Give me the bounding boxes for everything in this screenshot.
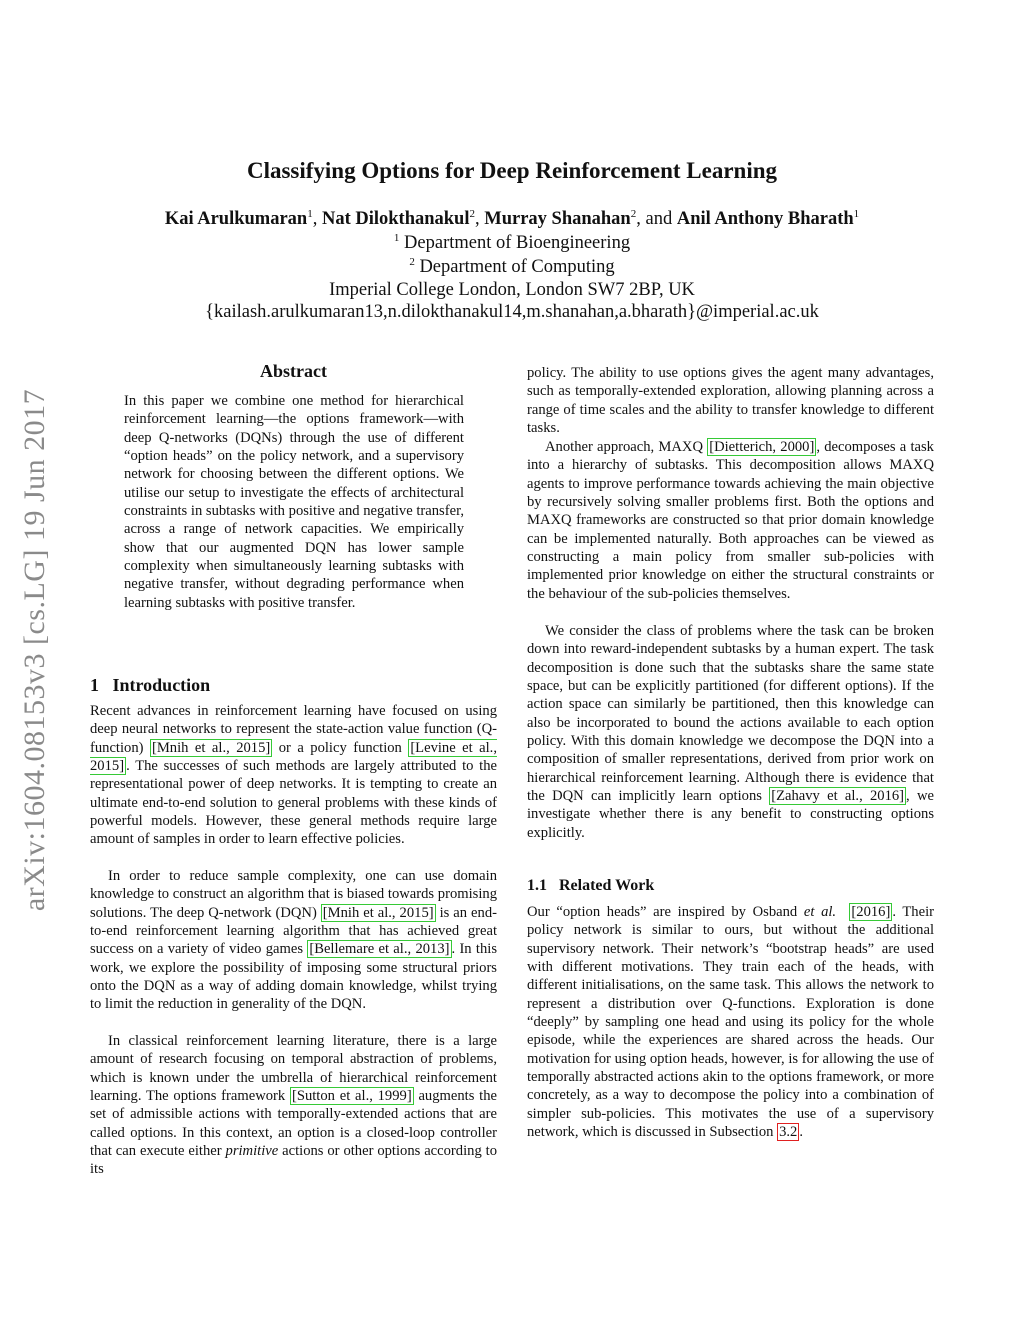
emphasis-text: primitive bbox=[225, 1143, 279, 1160]
text-run: , we investigate whether there is any benefit to constructing options explicitly. bbox=[527, 788, 934, 841]
right-paragraph-2 bbox=[527, 438, 934, 603]
subsection-number: 1.1 bbox=[527, 877, 547, 894]
text-run: . bbox=[799, 1124, 804, 1141]
affiliation-marker: 2 bbox=[469, 208, 475, 220]
citation-link[interactable]: [Sutton et al., 1999] bbox=[291, 1088, 412, 1105]
text-run: is an end-to-end reinforcement learning algorithm that has achieved great success on a variety of video games bbox=[90, 904, 497, 958]
institution: Imperial College London, London SW7 2BP, UK bbox=[329, 280, 695, 300]
subsection-heading-related-work bbox=[527, 877, 654, 895]
text-run: . In this work, we explore the possibility of imposing some structural priors onto the DQN as a way of adding domain knowledge, whilst trying to limit the reduction in generality of the DQN. bbox=[90, 941, 497, 1013]
text-run: augments the set of admissible actions with temporally-extended actions that are called options. In this context, an option is a closed-loop controller that can execute either bbox=[90, 1088, 497, 1160]
arxiv-identifier bbox=[13, 355, 57, 945]
text-run: . Their policy network is similar to ours, but without the additional supervisory network. Their network’s “bootstrap heads” are used with different motivations. They train each of the heads, with different initialisations, on the same task. This allows the network to represent a distribution over Q-functions. Exploration is done “deeply” by sampling one head and using its policy for the whole episode, while the experiences are shared across the heads. Our motivation for using option heads, however, is for allowing the use of temporally abstracted actions akin to the options framework, or more concretely, as a way to decompose the policy into a combination of simpler sub-policies. This motivates the use of a supervisory network, which is discussed in Subsection bbox=[527, 904, 934, 1141]
paper-title: Classifying Options for Deep Reinforcement Learning bbox=[246, 158, 778, 183]
arxiv-identifier-text: arXiv:1604.08153v3 [cs.LG] 19 Jun 2017 bbox=[18, 388, 51, 912]
text-run: In classical reinforcement learning literature, there is a large amount of research focusing on temporal abstraction of problems, which is known under the umbrella of hierarchical reinforcement learning. The options framework bbox=[90, 1033, 497, 1105]
right-paragraph-3 bbox=[527, 622, 934, 842]
citation-link[interactable]: [Dietterich, 2000] bbox=[709, 439, 815, 455]
text-run: , decomposes a task into a hierarchy of subtasks. This decomposition allows MAXQ agents to improve performance towards achieving the main objective by recursively solving smaller problems first. Both the options and MAXQ frameworks are constructed so that prior domain knowledge can be implemented naturally. Both approaches can be viewed as constructing a main policy from smaller sub-policies with implemented prior knowledge on either the structural constraints or the behaviour of the sub-policies themselves. bbox=[527, 439, 934, 602]
affiliation-1 bbox=[0, 232, 1024, 254]
affiliation-text: Department of Computing bbox=[414, 257, 615, 278]
text-run: . The successes of such methods are largely attributed to the representational power of deep networks. It is tempting to create an ultimate end-to-end solution to general problems with these kinds of powerful models. However, these general methods require large amount of samples in order to learn effective policies. bbox=[90, 758, 497, 848]
citation-link[interactable]: [Zahavy et al., 2016] bbox=[771, 788, 905, 805]
affiliation-marker: 1 bbox=[853, 208, 860, 220]
intro-paragraph-1 bbox=[90, 702, 497, 849]
text-run: Another approach, MAXQ bbox=[545, 439, 708, 455]
text-run: or a policy function bbox=[272, 739, 409, 756]
abstract-body: In this paper we combine one method for hierarchical reinforcement learning—the options framework—with deep Q-networks (DQNs) through the use of different “option heads” on the policy network, and a supervisory network for choosing between the different options. We utilise our setup to investigate the effects of architectural constraints in subtasks with positive and negative transfer, across a range of network capacities. We empirically show that our augmented DQN has lower sample complexity when simultaneously learning subtasks with negative transfer, without degrading performance when learning subtasks with positive transfer. bbox=[124, 393, 464, 611]
citation-link[interactable]: [2016] bbox=[851, 904, 891, 920]
intro-paragraph-2 bbox=[90, 867, 497, 1014]
text-run: In order to reduce sample complexity, one can use domain knowledge to construct an algorithm that is biased towards promising solutions. The deep Q-network (DQN) bbox=[90, 868, 497, 921]
text-run: Recent advances in reinforcement learning have focused on using deep neural networks to represent the state-action value function (Q-function) bbox=[90, 703, 497, 756]
section-reference-link[interactable]: 3.2 bbox=[779, 1124, 798, 1141]
text-run: We consider the class of problems where the task can be broken down into reward-independent subtasks by a human expert. The task decomposition is done such that the subtasks share the same state space, but can be explicitly partitioned (for different options). If the action space can similarly be partitioned, then this knowledge can also be incorporated to bound the actions available to each option policy. With this domain knowledge we decompose the DQN into a composition of smaller representations, derived from prior work on hierarchical reinforcement learning. Although there is evidence that the DQN can implicitly learn options bbox=[527, 623, 934, 805]
intro-paragraph-3 bbox=[90, 1032, 497, 1179]
author-name: Nat Dilokthanakul bbox=[321, 209, 470, 230]
section-number: 1 bbox=[90, 675, 99, 695]
author-name: Murray Shanahan bbox=[484, 209, 631, 230]
citation-link[interactable]: [Bellemare et al., 2013] bbox=[309, 941, 450, 958]
affiliation-marker: 1 bbox=[307, 208, 313, 220]
citation-link[interactable]: [Levine et al., 2015] bbox=[90, 739, 497, 775]
subsection-title: Related Work bbox=[559, 877, 655, 894]
affiliation-marker: 2 bbox=[630, 208, 637, 220]
author-list: Kai Arulkumaran$^1$, Nat Dilokthanakul$^2$, Murray Shanahan$^2$, and Anil Anthony Bharath$^1$ bbox=[164, 208, 860, 230]
text-run: actions or other options according to its bbox=[90, 1143, 497, 1178]
affiliation-marker: 2 bbox=[409, 256, 415, 268]
section-heading-introduction bbox=[90, 675, 210, 696]
abstract-heading: Abstract bbox=[260, 361, 327, 381]
author-conjunction: , and bbox=[636, 209, 677, 230]
related-work-paragraph bbox=[527, 903, 934, 1141]
author-name: Anil Anthony Bharath bbox=[676, 209, 854, 230]
author-emails: {kailash.arulkumaran13,n.dilokthanakul14,m.shanahan,a.bharath}@imperial.ac.uk bbox=[205, 302, 819, 322]
text-run: Our “option heads” are inspired by Osband bbox=[527, 904, 804, 920]
emphasis-text: et al. bbox=[803, 904, 837, 920]
author-name: Kai Arulkumaran bbox=[164, 209, 308, 230]
citation-link[interactable]: [Mnih et al., 2015] bbox=[151, 739, 271, 756]
affiliation-2 bbox=[0, 256, 1024, 278]
right-paragraph-1: policy. The ability to use options gives the agent many advantages, such as temporally-extended exploration, allowing planning across a range of time scales and the ability to transfer knowledge to different tasks. bbox=[527, 365, 934, 437]
affiliation-marker: 1 bbox=[393, 232, 400, 244]
affiliation-text: Department of Bioengineering bbox=[399, 233, 631, 254]
citation-link[interactable]: [Mnih et al., 2015] bbox=[322, 904, 434, 921]
section-title: Introduction bbox=[112, 675, 211, 695]
